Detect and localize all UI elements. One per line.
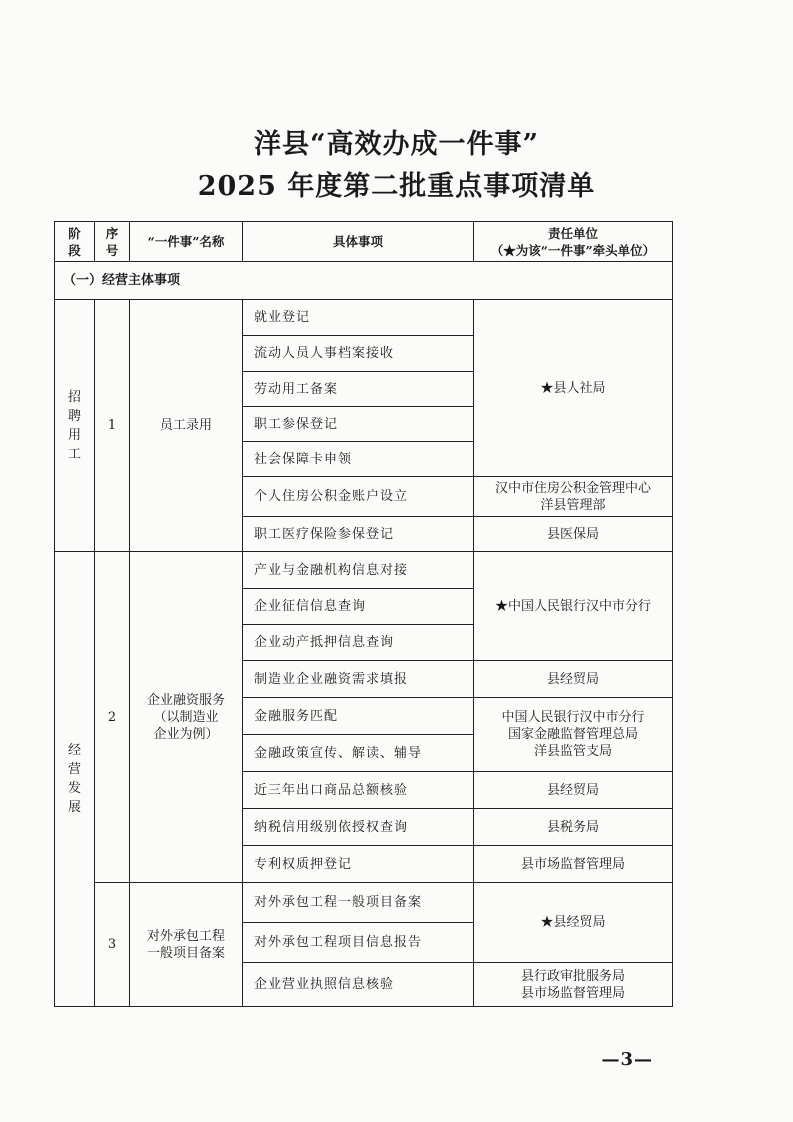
unit-cell: 汉中市住房公积金管理中心 洋县管理部	[474, 477, 673, 517]
task-cell: 职工医疗保险参保登记	[243, 517, 474, 552]
key-items-table	[54, 221, 673, 1007]
unit-cell: ★县经贸局	[474, 883, 673, 963]
unit-cell: 县经贸局	[474, 772, 673, 809]
table-row	[55, 300, 673, 336]
unit-cell: 中国人民银行汉中市分行 国家金融监督管理总局 洋县监管支局	[474, 698, 673, 772]
task-cell: 劳动用工备案	[243, 372, 474, 407]
task-cell: 企业营业执照信息核验	[243, 963, 474, 1007]
page-number: —3—	[601, 1049, 653, 1070]
task-cell: 对外承包工程一般项目备案	[243, 883, 474, 923]
task-cell: 就业登记	[243, 300, 474, 336]
item-name: 企业融资服务 （以制造业 企业为例）	[130, 552, 243, 883]
item-number: 3	[95, 883, 130, 1007]
task-cell: 职工参保登记	[243, 407, 474, 442]
item-number: 1	[95, 300, 130, 552]
task-cell: 近三年出口商品总额核验	[243, 772, 474, 809]
unit-cell: 县经贸局	[474, 661, 673, 698]
task-cell: 企业动产抵押信息查询	[243, 625, 474, 661]
document-title-line1: 洋县“高效办成一件事”	[253, 129, 540, 160]
header-number: 序 号	[95, 222, 130, 262]
stage-operation: 经 营 发 展	[55, 552, 95, 1007]
unit-cell: 县医保局	[474, 517, 673, 552]
header-specific-task: 具体事项	[243, 222, 474, 262]
table-row	[55, 883, 673, 923]
unit-cell: ★县人社局	[474, 300, 673, 477]
item-name: 对外承包工程 一般项目备案	[130, 883, 243, 1007]
task-cell: 社会保障卡申领	[243, 442, 474, 477]
task-cell: 金融政策宣传、解读、辅导	[243, 735, 474, 772]
unit-cell: 县行政审批服务局 县市场监督管理局	[474, 963, 673, 1007]
task-cell: 金融服务匹配	[243, 698, 474, 735]
task-cell: 对外承包工程项目信息报告	[243, 923, 474, 963]
header-item-name: “一件事”名称	[130, 222, 243, 262]
unit-cell: ★中国人民银行汉中市分行	[474, 552, 673, 661]
task-cell: 流动人员人事档案接收	[243, 336, 474, 372]
header-stage: 阶 段	[55, 222, 95, 262]
task-cell: 专利权质押登记	[243, 846, 474, 883]
document-title-line2: 2025 年度第二批重点事项清单	[197, 171, 596, 202]
unit-cell: 县市场监督管理局	[474, 846, 673, 883]
task-cell: 企业征信信息查询	[243, 589, 474, 625]
header-responsible-unit: 责任单位 （★为该“一件事”牵头单位）	[474, 222, 673, 262]
item-name: 员工录用	[130, 300, 243, 552]
section-label: （一）经营主体事项	[55, 262, 673, 300]
task-cell: 个人住房公积金账户设立	[243, 477, 474, 517]
item-number: 2	[95, 552, 130, 883]
stage-recruitment: 招 聘 用 工	[55, 300, 95, 552]
unit-cell: 县税务局	[474, 809, 673, 846]
section-row	[55, 262, 673, 300]
table-header-row	[55, 222, 673, 262]
task-cell: 纳税信用级别依授权查询	[243, 809, 474, 846]
task-cell: 产业与金融机构信息对接	[243, 552, 474, 589]
table-row	[55, 552, 673, 589]
task-cell: 制造业企业融资需求填报	[243, 661, 474, 698]
